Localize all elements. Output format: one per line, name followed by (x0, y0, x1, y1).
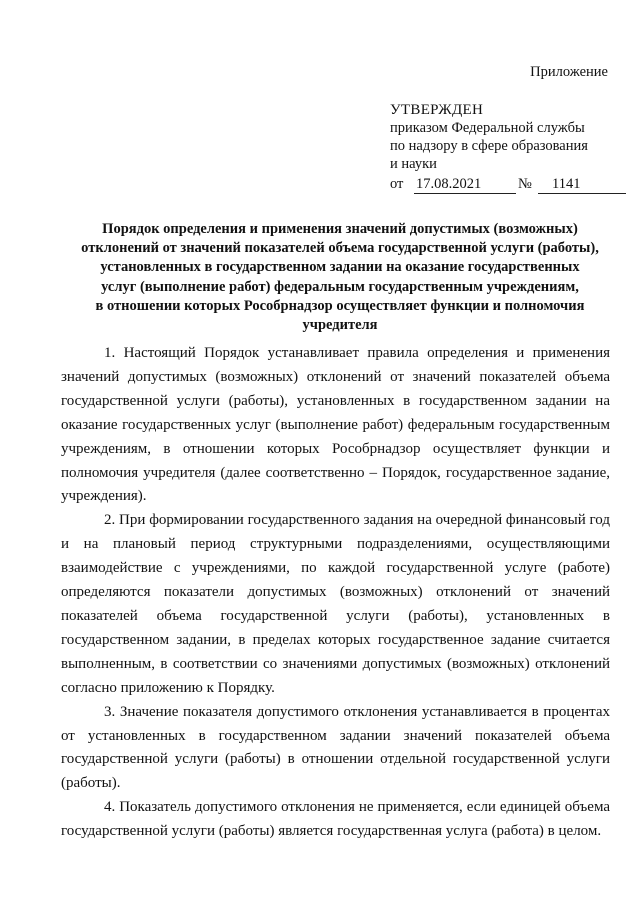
order-number-sign: № (518, 176, 532, 192)
appendix-label: Приложение (530, 64, 608, 80)
paragraph-2: 2. При формировании государственного задания на очередной финансовый год и на плановый период структурными подразделениями, осуществляющими взаимодействие с учреждениями, по каждой государственной услуге (работе) определяются показатели допустимых (возможных) отклонений от значений показателей объема государственной услуги (работы), установленных в государственном задании, в пределах которых государственное задание считается выполненным, в соответствии со значениями допустимых (возможных) отклонений согласно приложению к Порядку. (61, 512, 610, 696)
approval-block (390, 101, 620, 195)
approval-line: приказом Федеральной службы (390, 120, 585, 136)
approval-line: по надзору в сфере образования (390, 138, 588, 154)
title-line: услуг (выполнение работ) федеральным государственным учреждениям, (101, 278, 579, 295)
title-line: Порядок определения и применения значений допустимых (возможных) (102, 221, 578, 237)
order-from-label: от (390, 176, 404, 192)
document-title (60, 220, 620, 335)
document-body (61, 342, 610, 844)
title-line: установленных в государственном задании на оказание государственных (100, 259, 580, 276)
paragraph-4: 4. Показатель допустимого отклонения не применяется, если единицей объема государственной услуги (работы) является государственная услуга (работа) в целом. (61, 799, 610, 840)
paragraph-3: 3. Значение показателя допустимого отклонения устанавливается в процентах от установленных в государственном задании значений показателей объема государственной услуги (работы) в отношении отдельной государственной услуги (работы). (61, 703, 610, 792)
title-line: в отношении которых Рособрнадзор осуществляет функции и полномочия (95, 297, 585, 314)
order-date: 17.08.2021 (414, 176, 516, 194)
approval-heading: УТВЕРЖДЕН (390, 102, 484, 118)
approval-line: и науки (390, 156, 437, 172)
title-line: учредителя (302, 317, 378, 334)
order-number: 1141 (538, 176, 626, 194)
paragraph-1: 1. Настоящий Порядок устанавливает правила определения и применения значений допустимых (возможных) отклонений от значений показателей объема государственной услуги (работы), установленных в государственном задании на оказание государственных услуг (выполнение работ) федеральным государственным учреждениям, в отношении которых Рособрнадзор осуществляет функции и полномочия учредителя (далее соответственно – Порядок, государственное задание, учреждения). (61, 345, 610, 505)
order-reference (390, 175, 620, 195)
title-line: отклонений от значений показателей объема государственной услуги (работы), (81, 240, 599, 257)
